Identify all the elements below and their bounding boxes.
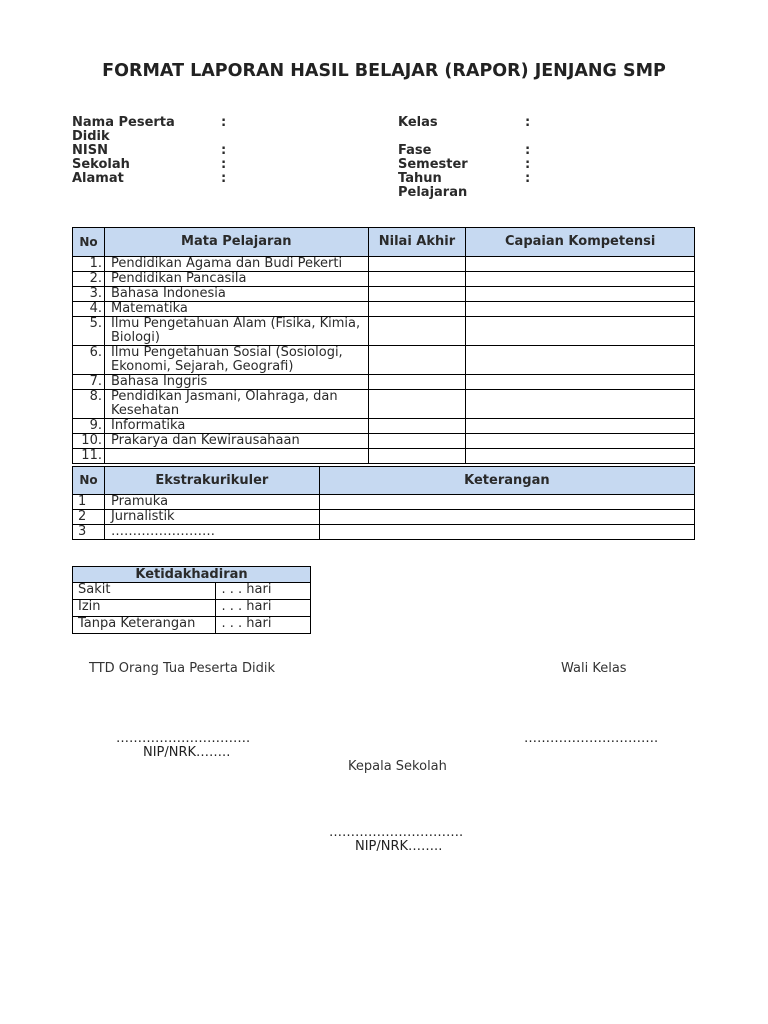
absence-header-row <box>73 567 311 583</box>
note-cell[interactable] <box>319 510 694 525</box>
absence-label: Sakit <box>73 583 216 600</box>
competency-cell[interactable] <box>466 317 695 346</box>
label-school: Sekolah <box>72 157 130 172</box>
label-student-name: Nama Peserta Didik <box>72 115 175 144</box>
absence-label: Izin <box>73 600 216 617</box>
grades-header-row <box>73 228 695 257</box>
header-extracurricular: Ekstrakurikuler <box>104 467 319 495</box>
colon: : <box>525 115 531 130</box>
subject-cell: Ilmu Pengetahuan Sosial (Sosiologi, Ekonomi, Sejarah, Geografi) <box>104 346 368 375</box>
colon: : <box>525 171 531 186</box>
label-phase: Fase <box>398 143 432 158</box>
subject-cell: Informatika <box>104 419 368 434</box>
absence-value[interactable]: . . . hari <box>215 600 311 617</box>
table-row <box>73 449 695 464</box>
row-number: 6. <box>73 346 105 375</box>
colon: : <box>221 115 227 130</box>
score-cell[interactable] <box>368 390 466 419</box>
subject-cell: Prakarya dan Kewirausahaan <box>104 434 368 449</box>
colon: : <box>221 171 227 186</box>
row-number: 11. <box>73 449 105 464</box>
row-number: 1. <box>73 257 105 272</box>
subject-cell: Matematika <box>104 302 368 317</box>
parent-nip: NIP/NRK…….. <box>143 745 231 760</box>
table-row <box>73 600 311 617</box>
competency-cell[interactable] <box>466 257 695 272</box>
score-cell[interactable] <box>368 272 466 287</box>
header-absence: Ketidakhadiran <box>73 567 311 583</box>
competency-cell[interactable] <box>466 346 695 375</box>
table-row <box>73 617 311 634</box>
row-number: 4. <box>73 302 105 317</box>
row-number: 2. <box>73 272 105 287</box>
subject-cell: Bahasa Inggris <box>104 375 368 390</box>
score-cell[interactable] <box>368 449 466 464</box>
row-number: 3. <box>73 287 105 302</box>
table-row <box>73 390 695 419</box>
competency-cell[interactable] <box>466 272 695 287</box>
parent-signature-line: …………………………. <box>116 731 251 746</box>
header-competency: Capaian Kompetensi <box>466 228 695 257</box>
row-number: 10. <box>73 434 105 449</box>
subject-cell[interactable] <box>104 449 368 464</box>
row-number: 2 <box>73 510 105 525</box>
table-row <box>73 375 695 390</box>
row-number: 8. <box>73 390 105 419</box>
table-row <box>73 510 695 525</box>
table-row <box>73 495 695 510</box>
homeroom-teacher-label: Wali Kelas <box>561 661 627 676</box>
competency-cell[interactable] <box>466 302 695 317</box>
row-number: 9. <box>73 419 105 434</box>
table-row <box>73 419 695 434</box>
score-cell[interactable] <box>368 346 466 375</box>
header-no: No <box>73 228 105 257</box>
score-cell[interactable] <box>368 375 466 390</box>
label-nisn: NISN <box>72 143 108 158</box>
identity-section <box>72 116 692 206</box>
row-number: 3 <box>73 525 105 540</box>
grades-table <box>72 227 695 464</box>
activity-cell: Jurnalistik <box>104 510 319 525</box>
subject-cell: Pendidikan Agama dan Budi Pekerti <box>104 257 368 272</box>
table-row <box>73 287 695 302</box>
score-cell[interactable] <box>368 434 466 449</box>
page-title: FORMAT LAPORAN HASIL BELAJAR (RAPOR) JENJANG SMP <box>102 61 666 81</box>
competency-cell[interactable] <box>466 434 695 449</box>
label-academic-year: Tahun Pelajaran <box>398 171 468 200</box>
note-cell[interactable] <box>319 495 694 510</box>
subject-cell: Ilmu Pengetahuan Alam (Fisika, Kimia, Biologi) <box>104 317 368 346</box>
table-row <box>73 434 695 449</box>
homeroom-signature-line: …………………………. <box>524 731 659 746</box>
score-cell[interactable] <box>368 287 466 302</box>
row-number: 5. <box>73 317 105 346</box>
colon: : <box>221 143 227 158</box>
row-number: 7. <box>73 375 105 390</box>
colon: : <box>525 143 531 158</box>
absence-label: Tanpa Keterangan <box>73 617 216 634</box>
competency-cell[interactable] <box>466 390 695 419</box>
principal-label: Kepala Sekolah <box>348 759 447 774</box>
table-row <box>73 317 695 346</box>
score-cell[interactable] <box>368 317 466 346</box>
header-note: Keterangan <box>319 467 694 495</box>
row-number: 1 <box>73 495 105 510</box>
competency-cell[interactable] <box>466 419 695 434</box>
colon: : <box>525 157 531 172</box>
principal-signature-line: …………………………. <box>329 825 464 840</box>
label-semester: Semester <box>398 157 468 172</box>
table-row <box>73 257 695 272</box>
label-address: Alamat <box>72 171 124 186</box>
table-row <box>73 525 695 540</box>
extracurricular-header-row <box>73 467 695 495</box>
table-row <box>73 346 695 375</box>
header-final-score: Nilai Akhir <box>368 228 466 257</box>
header-no: No <box>73 467 105 495</box>
activity-cell: …………………… <box>104 525 319 540</box>
absence-value[interactable]: . . . hari <box>215 583 311 600</box>
label-class: Kelas <box>398 115 438 130</box>
competency-cell[interactable] <box>466 449 695 464</box>
competency-cell[interactable] <box>466 375 695 390</box>
principal-nip: NIP/NRK…….. <box>355 839 443 854</box>
table-row <box>73 272 695 287</box>
colon: : <box>221 157 227 172</box>
score-cell[interactable] <box>368 302 466 317</box>
subject-cell: Pendidikan Pancasila <box>104 272 368 287</box>
table-row <box>73 302 695 317</box>
subject-cell: Pendidikan Jasmani, Olahraga, dan Kesehatan <box>104 390 368 419</box>
score-cell[interactable] <box>368 257 466 272</box>
score-cell[interactable] <box>368 419 466 434</box>
absence-value[interactable]: . . . hari <box>215 617 311 634</box>
note-cell[interactable] <box>319 525 694 540</box>
extracurricular-table <box>72 466 695 540</box>
absence-table <box>72 566 311 634</box>
subject-cell: Bahasa Indonesia <box>104 287 368 302</box>
activity-cell: Pramuka <box>104 495 319 510</box>
parent-signature-label: TTD Orang Tua Peserta Didik <box>89 661 275 676</box>
table-row <box>73 583 311 600</box>
header-subject: Mata Pelajaran <box>104 228 368 257</box>
competency-cell[interactable] <box>466 287 695 302</box>
